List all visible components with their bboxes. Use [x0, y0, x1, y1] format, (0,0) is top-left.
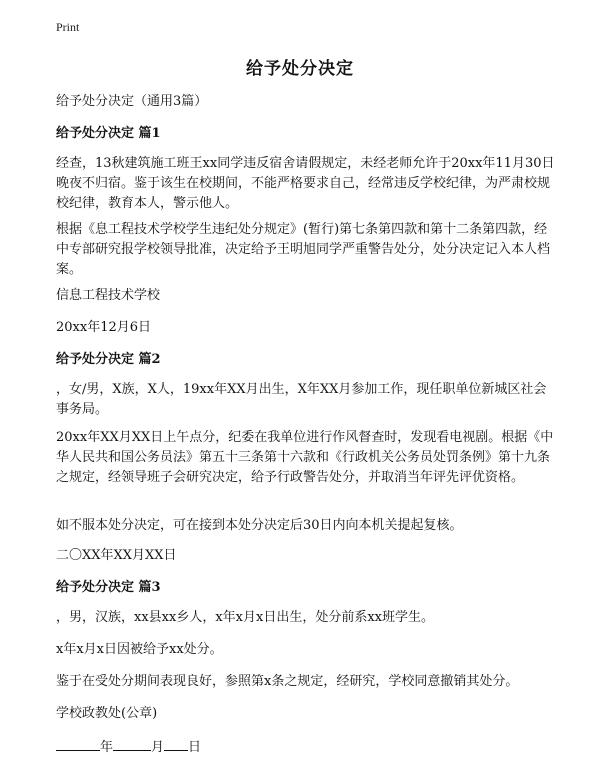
section-2-paragraph-2: 20xx年XX月XX日上午点分，纪委在我单位进行作风督查时，发现看电视剧。根据《中华人民共和国公务员法》第五十三条第十六款和《行政机关公务员处罚条例》第十九条之规定，经领导班子会研究决定，给予行政警告处分，并取消当年评先评优资格。	[56, 430, 554, 485]
section-3-paragraph-1: ，男，汉族，xx县xx乡人，x年x月x日出生，处分前系xx班学生。	[56, 610, 434, 625]
section-3-heading: 给予处分决定 篇3	[56, 580, 161, 595]
section-1-signature: 信息工程技术学校	[56, 288, 161, 303]
year-label: 年	[100, 740, 114, 755]
print-link[interactable]: Print	[56, 20, 80, 34]
section-3-signature: 学校政教处(公章)	[56, 706, 158, 721]
intro-line: 给予处分决定（通用3篇）	[56, 94, 208, 109]
section-1-paragraph-1: 经查，13秋建筑施工班王xx同学违反宿舍请假规定，未经老师允许于20xx年11月30日晚夜不归宿。鉴于该生在校期间，不能严格要求自己，经常违反学校纪律，为严肃校规校纪律，教育本人，警示他人。	[56, 156, 555, 211]
section-2-paragraph-1: ，女/男，X族，X人，19xx年XX月出生，X年XX月参加工作，现任职单位新城区社会事务局。	[56, 382, 547, 417]
page-title: 给予处分决定	[246, 59, 354, 79]
section-1-heading: 给予处分决定 篇1	[56, 126, 161, 141]
day-blank	[164, 736, 188, 751]
section-2-date: 二〇XX年XX月XX日	[56, 548, 177, 563]
month-label: 月	[151, 740, 165, 755]
section-3-paragraph-3: 鉴于在受处分期间表现良好，参照第x条之规定，经研究，学校同意撤销其处分。	[56, 674, 519, 689]
month-blank	[113, 736, 151, 751]
section-1-paragraph-2: 根据《息工程技术学校学生违纪处分规定》(暂行)第七条第四款和第十二条第四款，经中专部研究报学校领导批准，决定给予王明旭同学严重警告处分，处分决定记入本人档案。	[56, 222, 551, 277]
date-fill-line	[56, 736, 556, 758]
section-3-paragraph-2: x年x月x日因被给予xx处分。	[56, 642, 223, 657]
year-blank	[56, 736, 100, 751]
section-2-heading: 给予处分决定 篇2	[56, 352, 161, 367]
day-label: 日	[188, 740, 202, 755]
section-1-date: 20xx年12月6日	[56, 320, 152, 335]
section-2-paragraph-3: 如不服本处分决定，可在接到本处分决定后30日内向本机关提起复核。	[56, 518, 463, 533]
